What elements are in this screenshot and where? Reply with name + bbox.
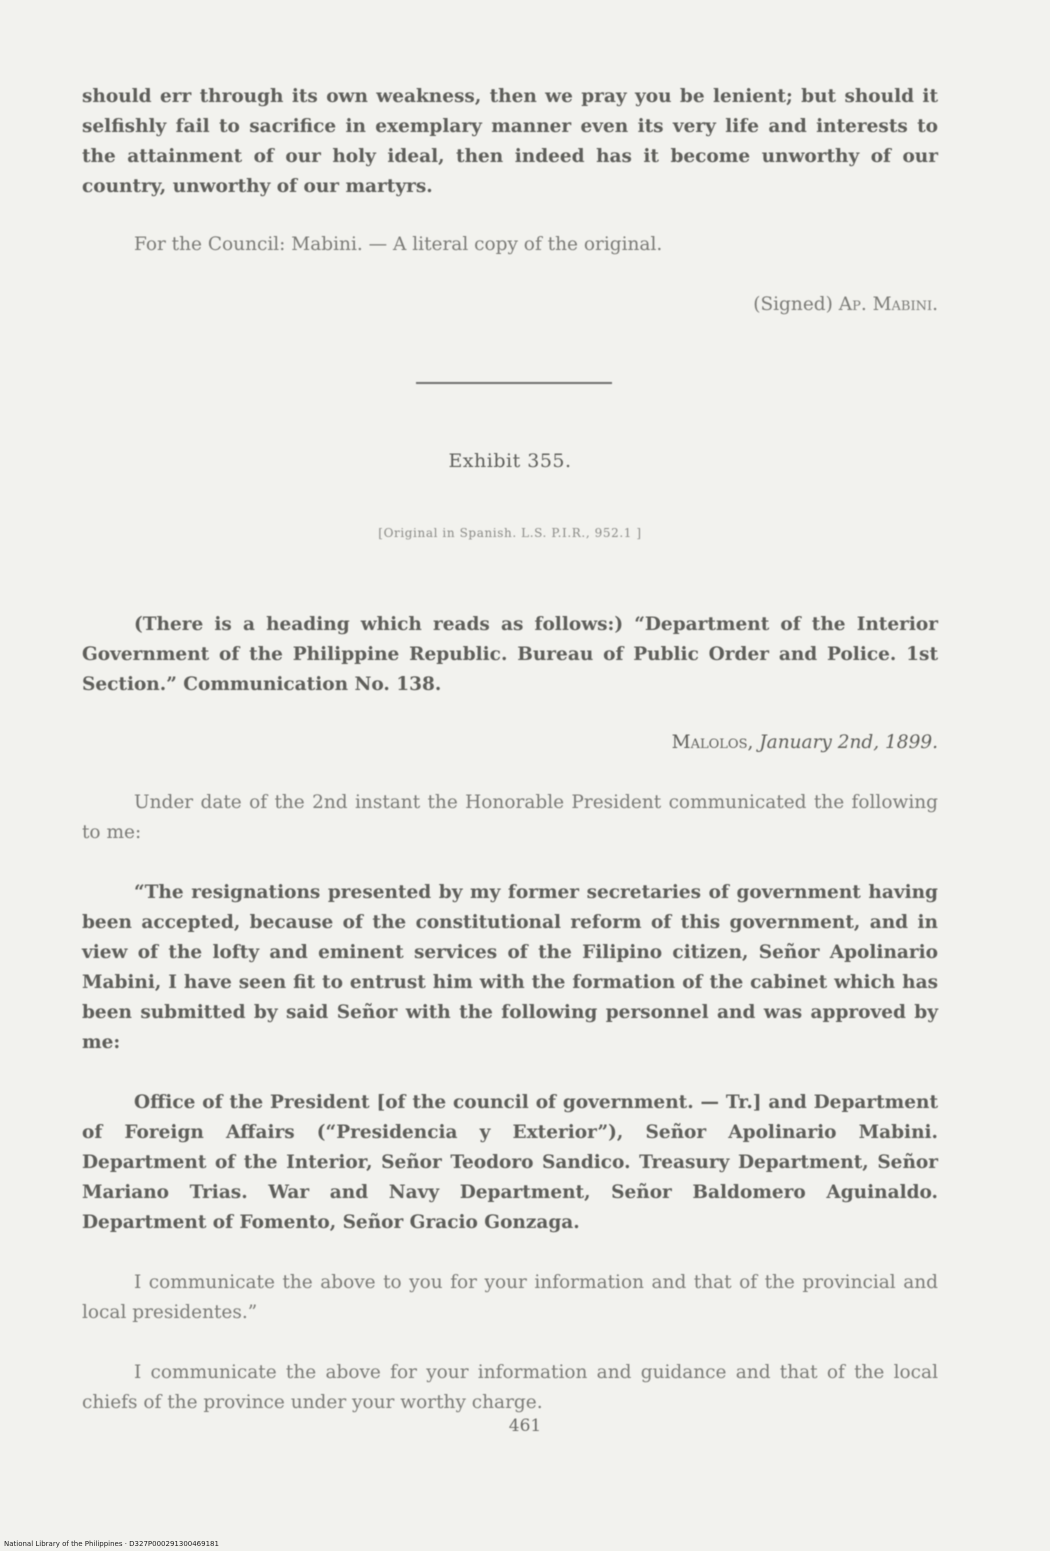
dateline-date: January 2nd, 1899. — [759, 732, 938, 753]
communicate-paragraph-1: I communicate the above to you for your information and that of the provincial and local presidentes.” — [82, 1272, 938, 1323]
continuation-paragraph: should err through its own weakness, then we pray you be lenient; but should it selfishly fail to sacrifice in exemplary manner even its very life and interests to the attainment of our holy ideal, then indeed has it become unworthy of our country, unworthy of our martyrs. — [82, 86, 938, 197]
office-list-paragraph: Office of the President [of the council of government. — Tr.] and Department of Foreign Affairs (“Presidencia y Exterior”), Señor Apolinario Mabini. Department of the Interior, Señor Teodoro Sandico. Treasury Department, Señor Mariano Trias. War and Navy Department, Señor Baldomero Aguinaldo. Department of Fomento, Señor Gracio Gonzaga. — [82, 1092, 938, 1233]
resignations-paragraph: “The resignations presented by my former secretaries of government having been accepted, because of the constitutional reform of this government, and in view of the lofty and eminent services of the Filipino citizen, Señor Apolinario Mabini, I have seen fit to entrust him with the formation of the cabinet which has been submitted by said Señor with the following personnel and was approved by me: — [82, 882, 938, 1053]
page-number: 461 — [508, 1416, 542, 1436]
dateline-place: Malolos, — [671, 732, 754, 753]
dateline — [82, 728, 938, 758]
signed-prefix: (Signed) — [753, 294, 833, 315]
under-date-paragraph: Under date of the 2nd instant the Honorable President communicated the following to me: — [82, 792, 938, 843]
council-line: For the Council: Mabini. — A literal copy of the original. — [134, 234, 663, 255]
archive-footer: National Library of the Philippines · D327P000291300469181 — [4, 1540, 219, 1548]
heading-paragraph: (There is a heading which reads as follows:) “Department of the Interior Government of the Philippine Republic. Bureau of Public Order and Police. 1st Section.” Communication No. 138. — [82, 614, 938, 695]
document-page — [82, 82, 938, 1418]
communicate-paragraph-2: I communicate the above for your information and guidance and that of the local chiefs of the province under your worthy charge. — [82, 1362, 938, 1413]
original-note: [Original in Spanish. L.S. P.I.R., 952.1 ] — [378, 526, 642, 540]
exhibit-title: Exhibit 355. — [448, 450, 572, 472]
signed-name: Ap. Mabini. — [838, 294, 938, 315]
section-divider — [416, 382, 612, 384]
signature-line — [82, 290, 938, 320]
